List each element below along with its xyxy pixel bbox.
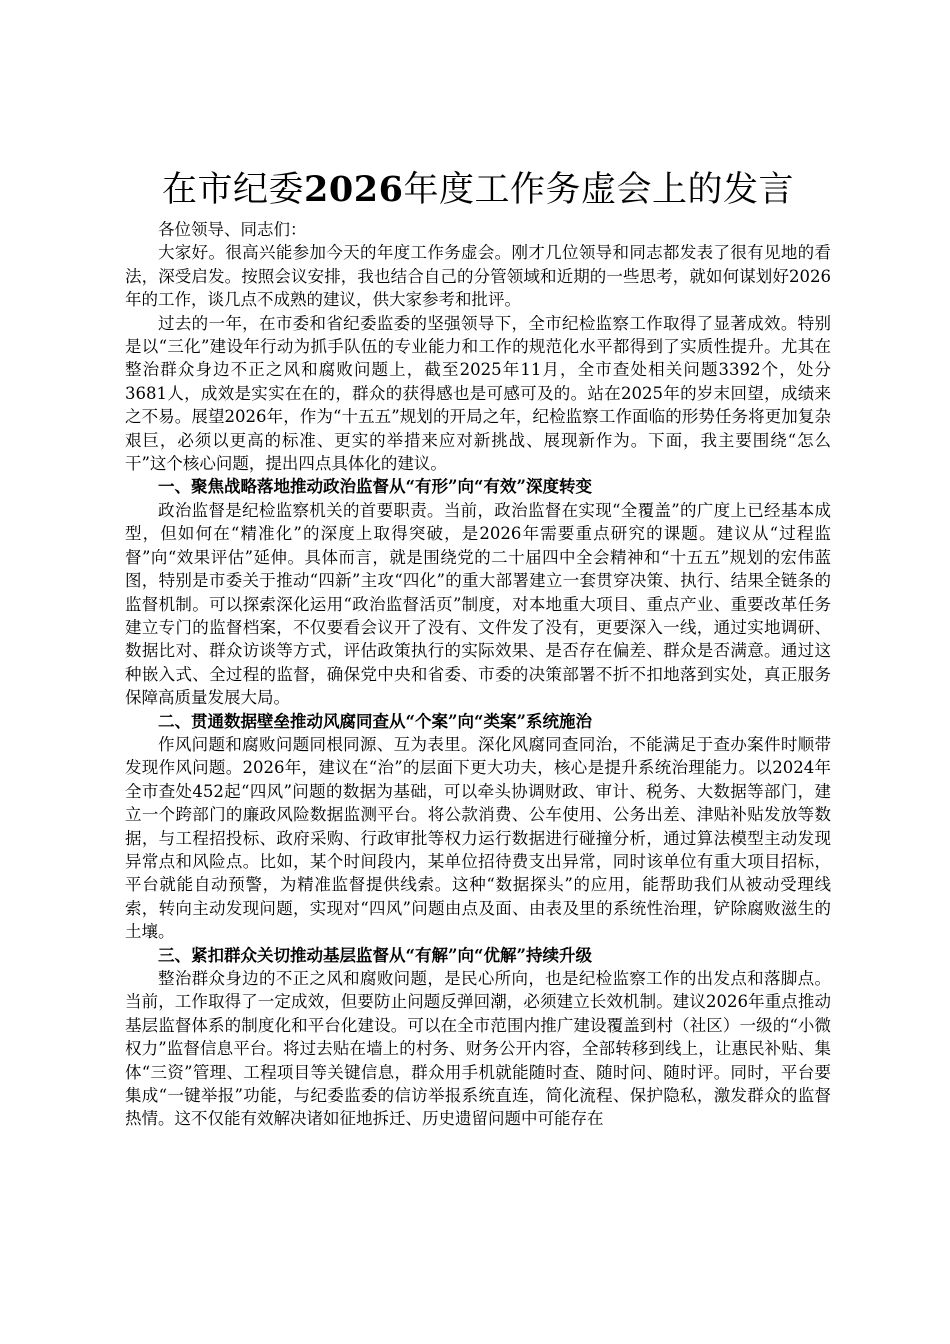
paragraph: 作风问题和腐败问题同根同源、互为表里。深化风腐同查同治，不能满足于查办案件时顺带发现作风问题。2026年，建议在“治”的层面下更大功夫，核心是提升系统治理能力。以2024年全市查处452起“四风”问题的数据为基础，可以牵头协调财政、审计、税务、大数据等部门，建立一个跨部门的廉政风险数据监测平台。将公款消费、公车使用、公务出差、津贴补贴发放等数据，与工程招投标、政府采购、行政审批等权力运行数据进行碰撞分析，通过算法模型主动发现异常点和风险点。比如，某个时间段内，某单位招待费支出异常，同时该单位有重大项目招标，平台就能自动预警，为精准监督提供线索。这种“数据探头”的应用，能帮助我们从被动受理线索，转向主动发现问题，实现对“四风”问题由点及面、由表及里的系统性治理，铲除腐败滋生的土壤。 xyxy=(125,734,831,942)
paragraph: 政治监督是纪检监察机关的首要职责。当前，政治监督在实现“全覆盖”的广度上已经基本成型，但如何在“精准化”的深度上取得突破，是2026年需要重点研究的课题。建议从“过程监督”向“效果评估”延伸。具体而言，就是围绕党的二十届四中全会精神和“十五五”规划的宏伟蓝图，特别是市委关于推动“四新”主攻“四化”的重大部署建立一套贯穿决策、执行、结果全链条的监督机制。可以探索深化运用“政治监督活页”制度，对本地重大项目、重点产业、重要改革任务建立专门的监督档案，不仅要看会议开了没有、文件发了没有，更要深入一线，通过实地调研、数据比对、群众访谈等方式，评估政策执行的实际效果、是否存在偏差、群众是否满意。通过这种嵌入式、全过程的监督，确保党中央和省委、市委的决策部署不折不扣地落到实处，真正服务保障高质量发展大局。 xyxy=(125,500,831,708)
title-part2: 年度工作务虚会上的发言 xyxy=(403,170,794,210)
paragraph: 大家好。很高兴能参加今天的年度工作务虚会。刚才几位领导和同志都发表了很有见地的看法，深受启发。按照会议安排，我也结合自己的分管领域和近期的一些思考，就如何谋划好2026年的工作，谈几点不成熟的建议，供大家参考和批评。 xyxy=(125,243,831,310)
salutation: 各位领导、同志们： xyxy=(158,220,307,239)
document-title xyxy=(125,168,831,212)
title-year: 2026 xyxy=(304,169,404,210)
document-page xyxy=(125,168,831,1131)
section-heading: 三、紧扣群众关切推动基层监督从“有解”向“优解”持续升级 xyxy=(158,945,592,965)
paragraph: 过去的一年，在市委和省纪委监委的坚强领导下，全市纪检监察工作取得了显著成效。特别是以“三化”建设年行动为抓手队伍的专业能力和工作的规范化水平都得到了实质性提升。尤其在整治群众身边不正之风和腐败问题上，截至2025年11月，全市查处相关问题3392个，处分3681人，成效是实实在在的，群众的获得感也是可感可及的。站在2025年的岁末回望，成绩来之不易。展望2026年，作为“十五五”规划的开局之年，纪检监察工作面临的形势任务将更加复杂艰巨，必须以更高的标准、更实的举措来应对新挑战、展现新作为。下面，我主要围绕“怎么干”这个核心问题，提出四点具体化的建议。 xyxy=(125,313,831,474)
document-body xyxy=(125,218,831,1131)
title-part1: 在市纪委 xyxy=(162,170,305,210)
section-heading: 一、聚焦战略落地推动政治监督从“有形”向“有效”深度转变 xyxy=(158,477,592,497)
section-heading: 二、贯通数据壁垒推动风腐同查从“个案”向“类案”系统施治 xyxy=(158,711,592,731)
paragraph: 整治群众身边的不正之风和腐败问题，是民心所向，也是纪检监察工作的出发点和落脚点。当前，工作取得了一定成效，但要防止问题反弹回潮，必须建立长效机制。建议2026年重点推动基层监督体系的制度化和平台化建设。可以在全市范围内推广建设覆盖到村（社区）一级的“小微权力”监督信息平台。将过去贴在墙上的村务、财务公开内容，全部转移到线上，让惠民补贴、集体“三资”管理、工程项目等关键信息，群众用手机就能随时查、随时问、随时评。同时，平台要集成“一键举报”功能，与纪委监委的信访举报系统直连，简化流程、保护隐私，激发群众的监督热情。这不仅能有效解决诸如征地拆迁、历史遗留问题中可能存在 xyxy=(125,969,831,1129)
